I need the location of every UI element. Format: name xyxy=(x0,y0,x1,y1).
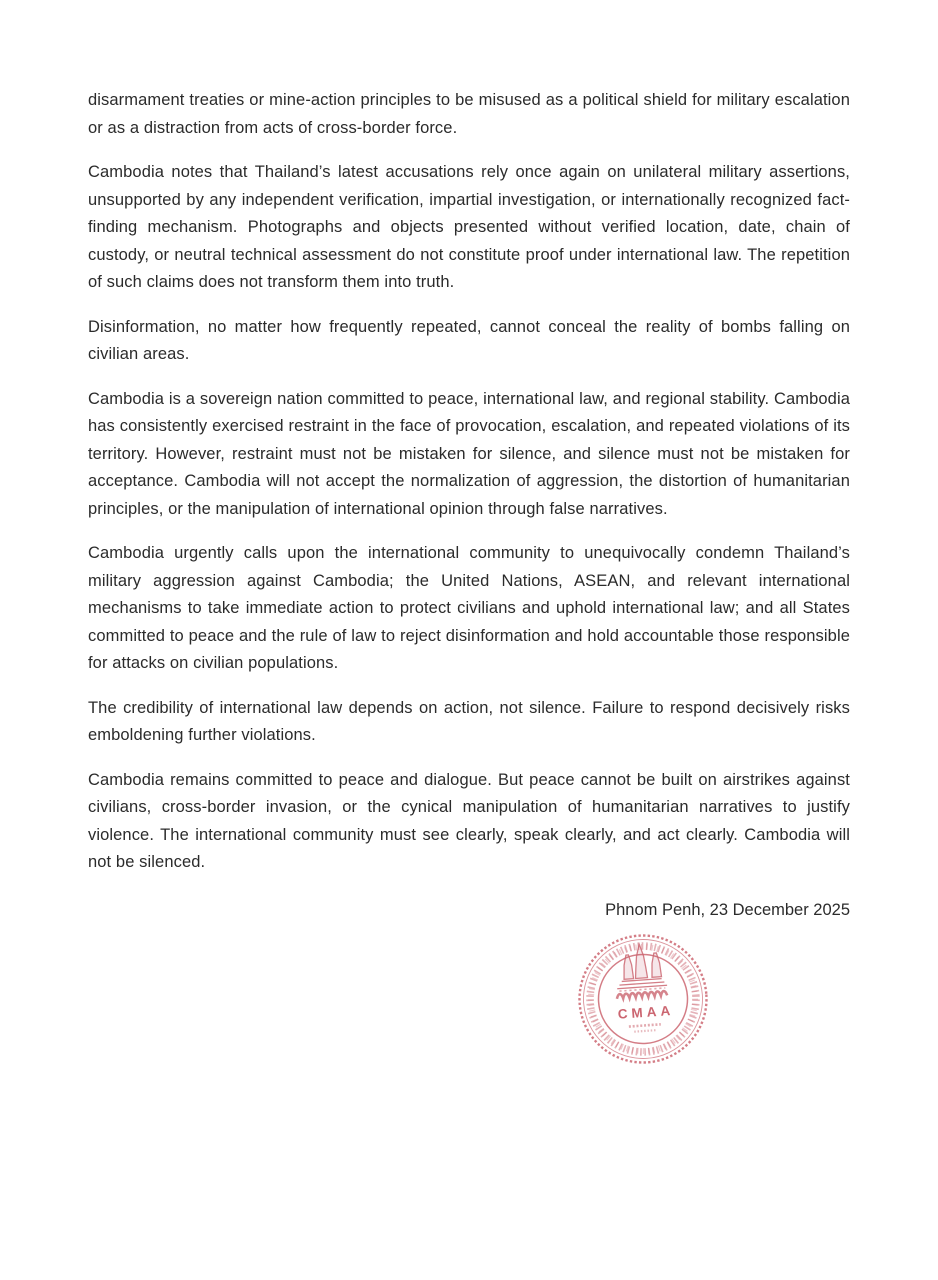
official-seal-stamp xyxy=(571,927,714,1070)
paragraph-5: Cambodia urgently calls upon the international community to unequivocally condemn Thailand’s military aggression against Cambodia; the United Nations, ASEAN, and relevant international mechanisms to take immediate action to protect civilians and uphold international law; and all States committed to peace and the rule of law to reject disinformation and hold accountable those responsible for attacks on civilian populations. xyxy=(88,544,850,672)
paragraph-6: The credibility of international law depends on action, not silence. Failure to respond decisively risks emboldening further violations. xyxy=(88,698,850,744)
seal-bottom-text xyxy=(629,1024,661,1032)
seal-outer-ring xyxy=(575,931,711,1067)
dateline: Phnom Penh, 23 December 2025 xyxy=(605,900,850,919)
seal-acronym: CMAA xyxy=(617,1002,675,1022)
document-body xyxy=(88,87,850,924)
paragraph-4: Cambodia is a sovereign nation committed to peace, international law, and regional stability. Cambodia has consistently exercised restraint in the face of provocation, escalation, and repeated violations of its territory. However, restraint must not be mistaken for silence, and silence must not be mistaken for acceptance. Cambodia will not accept the normalization of aggression, the distortion of humanitarian principles, or the manipulation of international opinion through false narratives. xyxy=(88,389,850,518)
paragraph-2: Cambodia notes that Thailand’s latest accusations rely once again on unilateral military assertions, unsupported by any independent verification, impartial investigation, or internationally recognized fact-finding mechanism. Photographs and objects presented without verified location, date, chain of custody, or neutral technical assessment do not constitute proof under international law. The repetition of such claims does not transform them into truth. xyxy=(88,163,850,291)
seal-khmer-text xyxy=(616,988,667,999)
paragraph-3: Disinformation, no matter how frequently repeated, cannot conceal the reality of bombs falling on civilian areas. xyxy=(88,317,850,363)
paragraph-1: disarmament treaties or mine-action principles to be misused as a political shield for military escalation or as a distraction from acts of cross-border force. xyxy=(88,91,850,137)
paragraph-7: Cambodia remains committed to peace and dialogue. But peace cannot be built on airstrikes against civilians, cross-border invasion, or the cynical manipulation of humanitarian narratives to justify violence. The international community must see clearly, speak clearly, and act clearly. Cambodia will not be silenced. xyxy=(88,770,850,871)
